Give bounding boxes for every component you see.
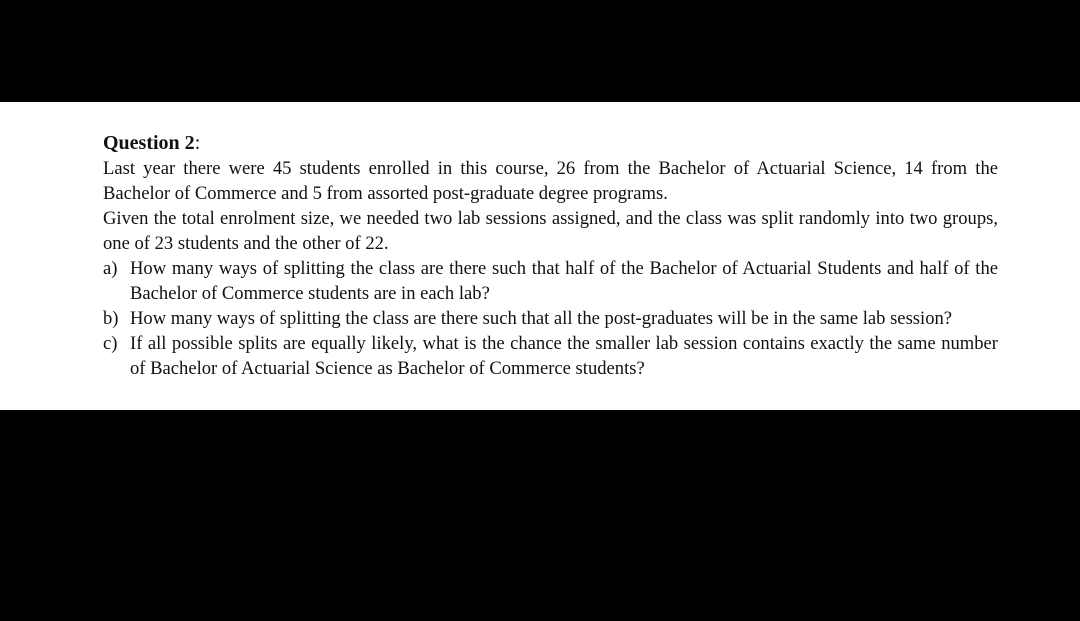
- intro-paragraph: Last year there were 45 students enrolled in this course, 26 from the Bachelor of Actuarial Science, 14 from the Bachelor of Commerce and 5 from assorted post-graduate degree programs.: [103, 158, 998, 204]
- sub-question-text: If all possible splits are equally likely, what is the chance the smaller lab session contains exactly the same number of Bachelor of Actuarial Science as Bachelor of Commerce students?: [130, 333, 998, 379]
- sub-question-marker: b): [103, 308, 119, 329]
- question-block: [103, 130, 998, 381]
- question-heading: [103, 130, 998, 156]
- setup-paragraph: Given the total enrolment size, we needed two lab sessions assigned, and the class was split randomly into two groups, one of 23 students and the other of 22.: [103, 208, 998, 254]
- question-title-colon: :: [194, 132, 201, 154]
- sub-question-text: How many ways of splitting the class are there such that all the post-graduates will be in the same lab session?: [130, 308, 953, 329]
- sub-question-a: [103, 256, 998, 306]
- sub-question-b: [103, 306, 998, 331]
- sub-question-list: [103, 256, 998, 381]
- document-page: [0, 102, 1080, 410]
- sub-question-text: How many ways of splitting the class are there such that half of the Bachelor of Actuarial Students and half of the Bachelor of Commerce students are in each lab?: [130, 258, 998, 304]
- sub-question-marker: a): [103, 258, 118, 279]
- sub-question-c: [103, 331, 998, 381]
- sub-question-marker: c): [103, 333, 118, 354]
- question-title: Question 2: [103, 132, 195, 154]
